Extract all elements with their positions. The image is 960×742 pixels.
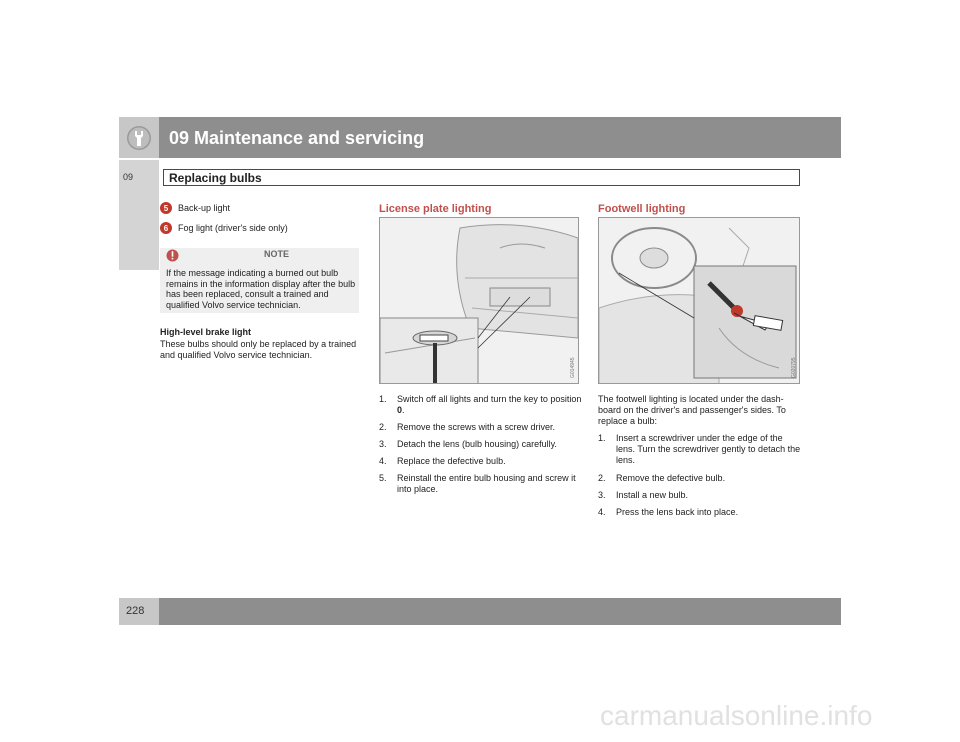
list-item-label: Back-up light xyxy=(178,203,231,213)
section-title: Replacing bulbs xyxy=(169,171,262,185)
step-number: 2. xyxy=(598,473,606,483)
step-number: 3. xyxy=(598,490,606,500)
brake-light-heading: High-level brake light xyxy=(160,327,252,337)
step-number: 1. xyxy=(598,433,606,443)
footer-bar xyxy=(159,598,841,625)
step-text-part: Switch off all lights and turn the key to position xyxy=(397,394,582,404)
brake-light-text: These bulbs should only be replaced by a trained and qualified Volvo service technician. xyxy=(160,339,357,360)
wrench-icon xyxy=(126,125,152,151)
footwell-heading: Footwell lighting xyxy=(598,203,686,215)
license-plate-heading: License plate lighting xyxy=(379,203,492,215)
step-item xyxy=(598,507,803,518)
list-item-fog-light xyxy=(160,222,288,234)
car-rear-drawing xyxy=(380,218,579,384)
step-item xyxy=(379,394,584,416)
step-text: Remove the defective bulb. xyxy=(616,473,726,483)
step-text: Reinstall the entire bulb housing and screw it into place. xyxy=(397,473,576,494)
note-text: If the message indicating a burned out bulb remains in the information display after the bulb has been replaced, consult a trained and qualified Volvo service technician. xyxy=(166,268,356,310)
step-text-bold: 0 xyxy=(397,405,403,415)
step-number: 5. xyxy=(379,473,387,483)
dashboard-drawing xyxy=(599,218,800,384)
image-code: G014945 xyxy=(570,357,576,378)
step-number: 3. xyxy=(379,439,387,449)
step-item xyxy=(379,439,584,450)
step-item xyxy=(598,433,803,466)
side-tab-number: 09 xyxy=(123,172,134,182)
image-code: G020795 xyxy=(791,357,797,378)
step-number: 2. xyxy=(379,422,387,432)
step-text xyxy=(397,394,584,416)
step-text: Remove the screws with a screw driver. xyxy=(397,422,556,432)
info-icon xyxy=(166,249,179,262)
step-text: Replace the defective bulb. xyxy=(397,456,506,466)
footwell-intro: The footwell lighting is located under the dash-board on the driver's and passenger's sides. To replace a bulb: xyxy=(598,394,786,426)
step-text-part: . xyxy=(402,405,405,415)
chapter-icon-box xyxy=(119,117,159,158)
page-number: 228 xyxy=(126,605,145,617)
step-text: Install a new bulb. xyxy=(616,490,689,500)
note-heading: NOTE xyxy=(264,249,290,259)
step-item xyxy=(379,473,584,495)
number-badge: 5 xyxy=(160,202,172,214)
step-item xyxy=(598,490,803,501)
step-item xyxy=(379,422,584,433)
list-item-back-up-light xyxy=(160,202,230,214)
step-item xyxy=(379,456,584,467)
footwell-illustration xyxy=(598,217,800,384)
step-text: Press the lens back into place. xyxy=(616,507,739,517)
step-number: 4. xyxy=(598,507,606,517)
step-number: 4. xyxy=(379,456,387,466)
step-number: 1. xyxy=(379,394,387,404)
step-text: Detach the lens (bulb housing) carefully. xyxy=(397,439,557,449)
license-plate-illustration xyxy=(379,217,579,384)
step-item xyxy=(598,473,803,484)
number-badge: 6 xyxy=(160,222,172,234)
chapter-title: 09 Maintenance and servicing xyxy=(169,128,425,148)
step-text: Insert a screwdriver under the edge of the lens. Turn the screwdriver gently to detach the lens. xyxy=(616,433,801,465)
list-item-label: Fog light (driver's side only) xyxy=(178,223,288,233)
watermark: carmanualsonline.info xyxy=(600,700,873,731)
